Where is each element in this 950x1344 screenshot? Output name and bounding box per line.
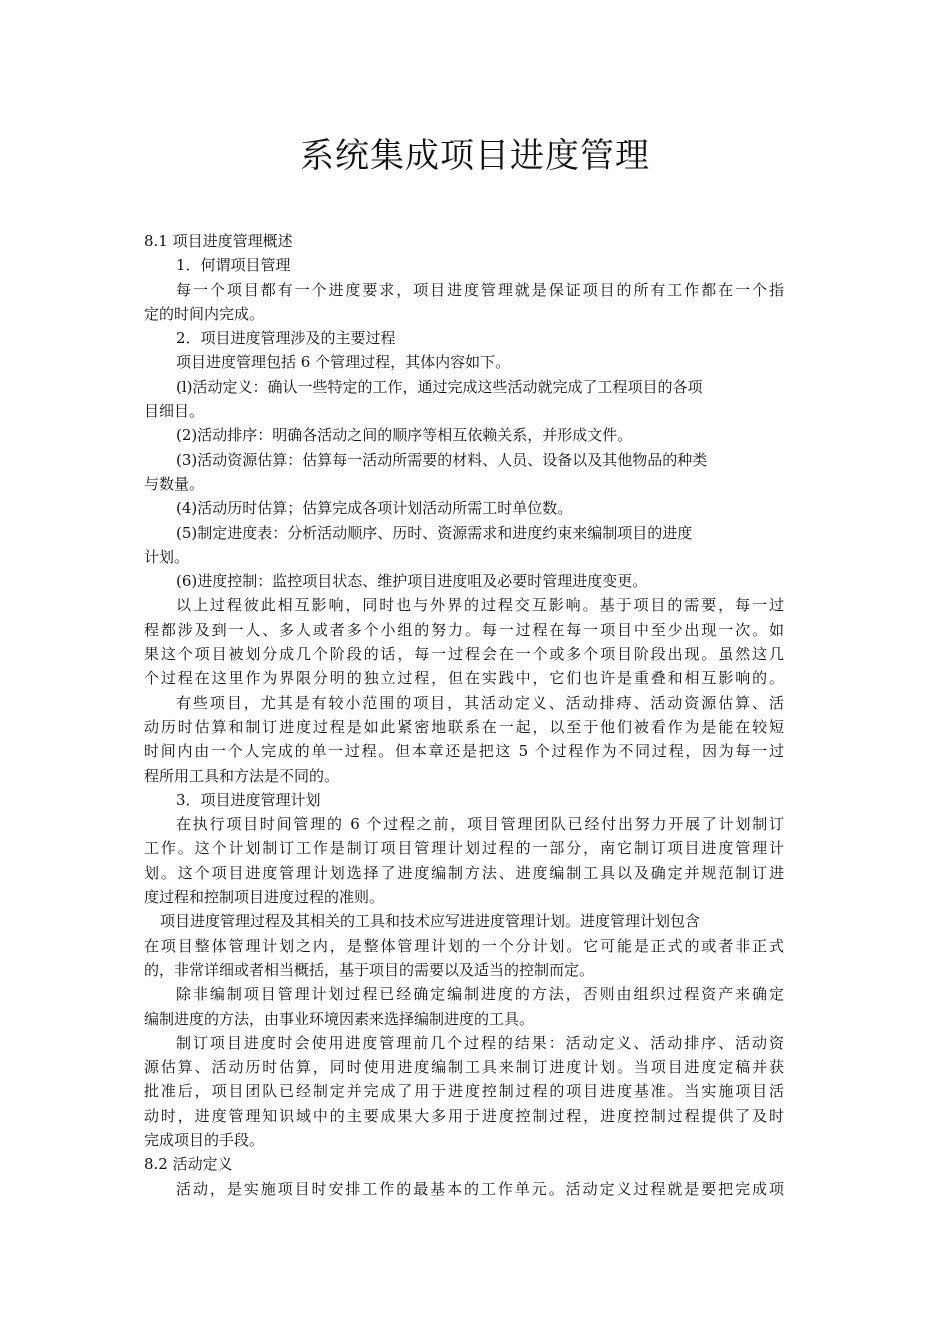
text-line: (3)活动资源估算：估算每一活动所需要的材料、人员、设备以及其他物品的种类 [176, 450, 708, 469]
text-line: 完成项目的手段。 [144, 1130, 265, 1149]
text-line: 8.2 活动定义 [144, 1155, 233, 1174]
text-line: 划。这个项目进度管理计划选择了进度编制方法、进度编制工具以及确定并规范制订进 [144, 863, 784, 882]
text-line: 有些项目，尤其是有较小范围的项目，其活动定义、活动排痔、活动资源估算、活 [176, 693, 784, 712]
text-line: 批准后，项目团队已经制定并完成了用于进度控制过程的项目进度基准。当实施项目活 [144, 1082, 784, 1101]
text-line: 制订项目进度时会使用进度管理前几个过程的结果：活动定义、活动排序、活动资 [176, 1033, 784, 1052]
text-line: 时间内由一个人完成的单一过程。但本章还是把这 5 个过程作为不同过程，因为每一过 [144, 742, 784, 761]
text-line: 目细目。 [144, 402, 205, 421]
text-line: 源估算、活动历时估算，同时使用进度编制工具来制订进度计划。当项目进度定稿并获 [144, 1058, 784, 1077]
text-line: 程都涉及到一人、多人或者多个小组的努力。每一过程在每一项目中至少出现一次。如 [144, 620, 784, 639]
text-line: (5)制定进度表：分析活动顺序、历时、资源需求和进度约束来编制项目的进度 [176, 523, 693, 542]
text-line: 项目进度管理过程及其相关的工具和技术应写进进度管理计划。进度管理计划包含 [160, 912, 701, 931]
text-line: 除非编制项目管理计划过程已经确定编制进度的方法，否则由组织过程资产来确定 [176, 985, 784, 1004]
text-line: 8.1 项目进度管理概述 [144, 232, 293, 250]
text-line: 在项目整体管理计划之内，是整体管理计划的一个分计划。它可能是正式的或者非正式 [144, 936, 784, 955]
text-line: 定的时间内完成。 [144, 304, 265, 323]
text-line: 编制进度的方法，由事业环境因素来选择编制进度的工具。 [144, 1009, 535, 1028]
text-line: 1．何谓项目管理 [176, 256, 291, 275]
text-line: 活动，是实施项目时安排工作的最基本的工作单元。活动定义过程就是要把完成项 [176, 1179, 784, 1198]
text-line: 的，非常详细或者相当概括，基于项目的需要以及适当的控制而定。 [144, 960, 595, 979]
text-line: 动历时估算和制订进度过程是如此紧密地联系在一起，以至于他们被看作为是能在较短 [144, 717, 784, 736]
text-line: 3．项目进度管理计划 [176, 790, 321, 809]
text-line: 在执行项目时间管理的 6 个过程之前，项目管理团队已经付出努力开展了计划制订 [176, 815, 784, 834]
text-line: 2．项目进度管理涉及的主要过程 [176, 329, 396, 348]
text-line: 个过程在这里作为界限分明的独立过程，但在实践中，它们也许是重叠和相互影响的。 [144, 669, 784, 688]
text-line: 工作。这个计划制订工作是制订项目管理计划过程的一部分，南它制订项目进度管理计 [144, 839, 784, 858]
text-line: 程所用工具和方法是不同的。 [144, 766, 340, 785]
text-line: (2)活动排序：明确各活动之间的顺序等相互依赖关系，并形成文件。 [176, 426, 633, 445]
text-line: 度过程和控制项目进度过程的准则。 [144, 888, 385, 907]
document-title: 系统集成项目进度管理 [300, 136, 650, 176]
text-line: 与数量。 [144, 474, 205, 493]
document-body [144, 229, 784, 1201]
text-line: (6)进度控制：监控项目状态、维护项目进度咀及必要时管理进度变更。 [176, 572, 648, 591]
text-line: (4)活动历时估算；估算完成各项计划活动所需工时单位数。 [176, 499, 573, 518]
text-line: 每一个项目都有一个进度要求，项目进度管理就是保证项目的所有工作都在一个指 [176, 280, 784, 299]
text-line: 项目进度管理包括 6 个管理过程，其体内容如下。 [176, 353, 511, 372]
text-line: (l)活动定义：确认一些特定的工作，通过完成这些活动就完成了工程项目的各项 [176, 377, 703, 396]
text-line: 计划。 [144, 547, 190, 566]
text-line: 以上过程彼此相互影响，同时也与外界的过程交互影响。基于项目的需要，每一过 [176, 596, 784, 615]
text-line: 动时，进度管理知识域中的主要成果大多用于进度控制过程，进度控制过程提供了及时 [144, 1106, 784, 1125]
text-line: 果这个项目被划分成几个阶段的话，每一过程会在一个或多个项目阶段出现。虽然这几 [144, 645, 784, 664]
